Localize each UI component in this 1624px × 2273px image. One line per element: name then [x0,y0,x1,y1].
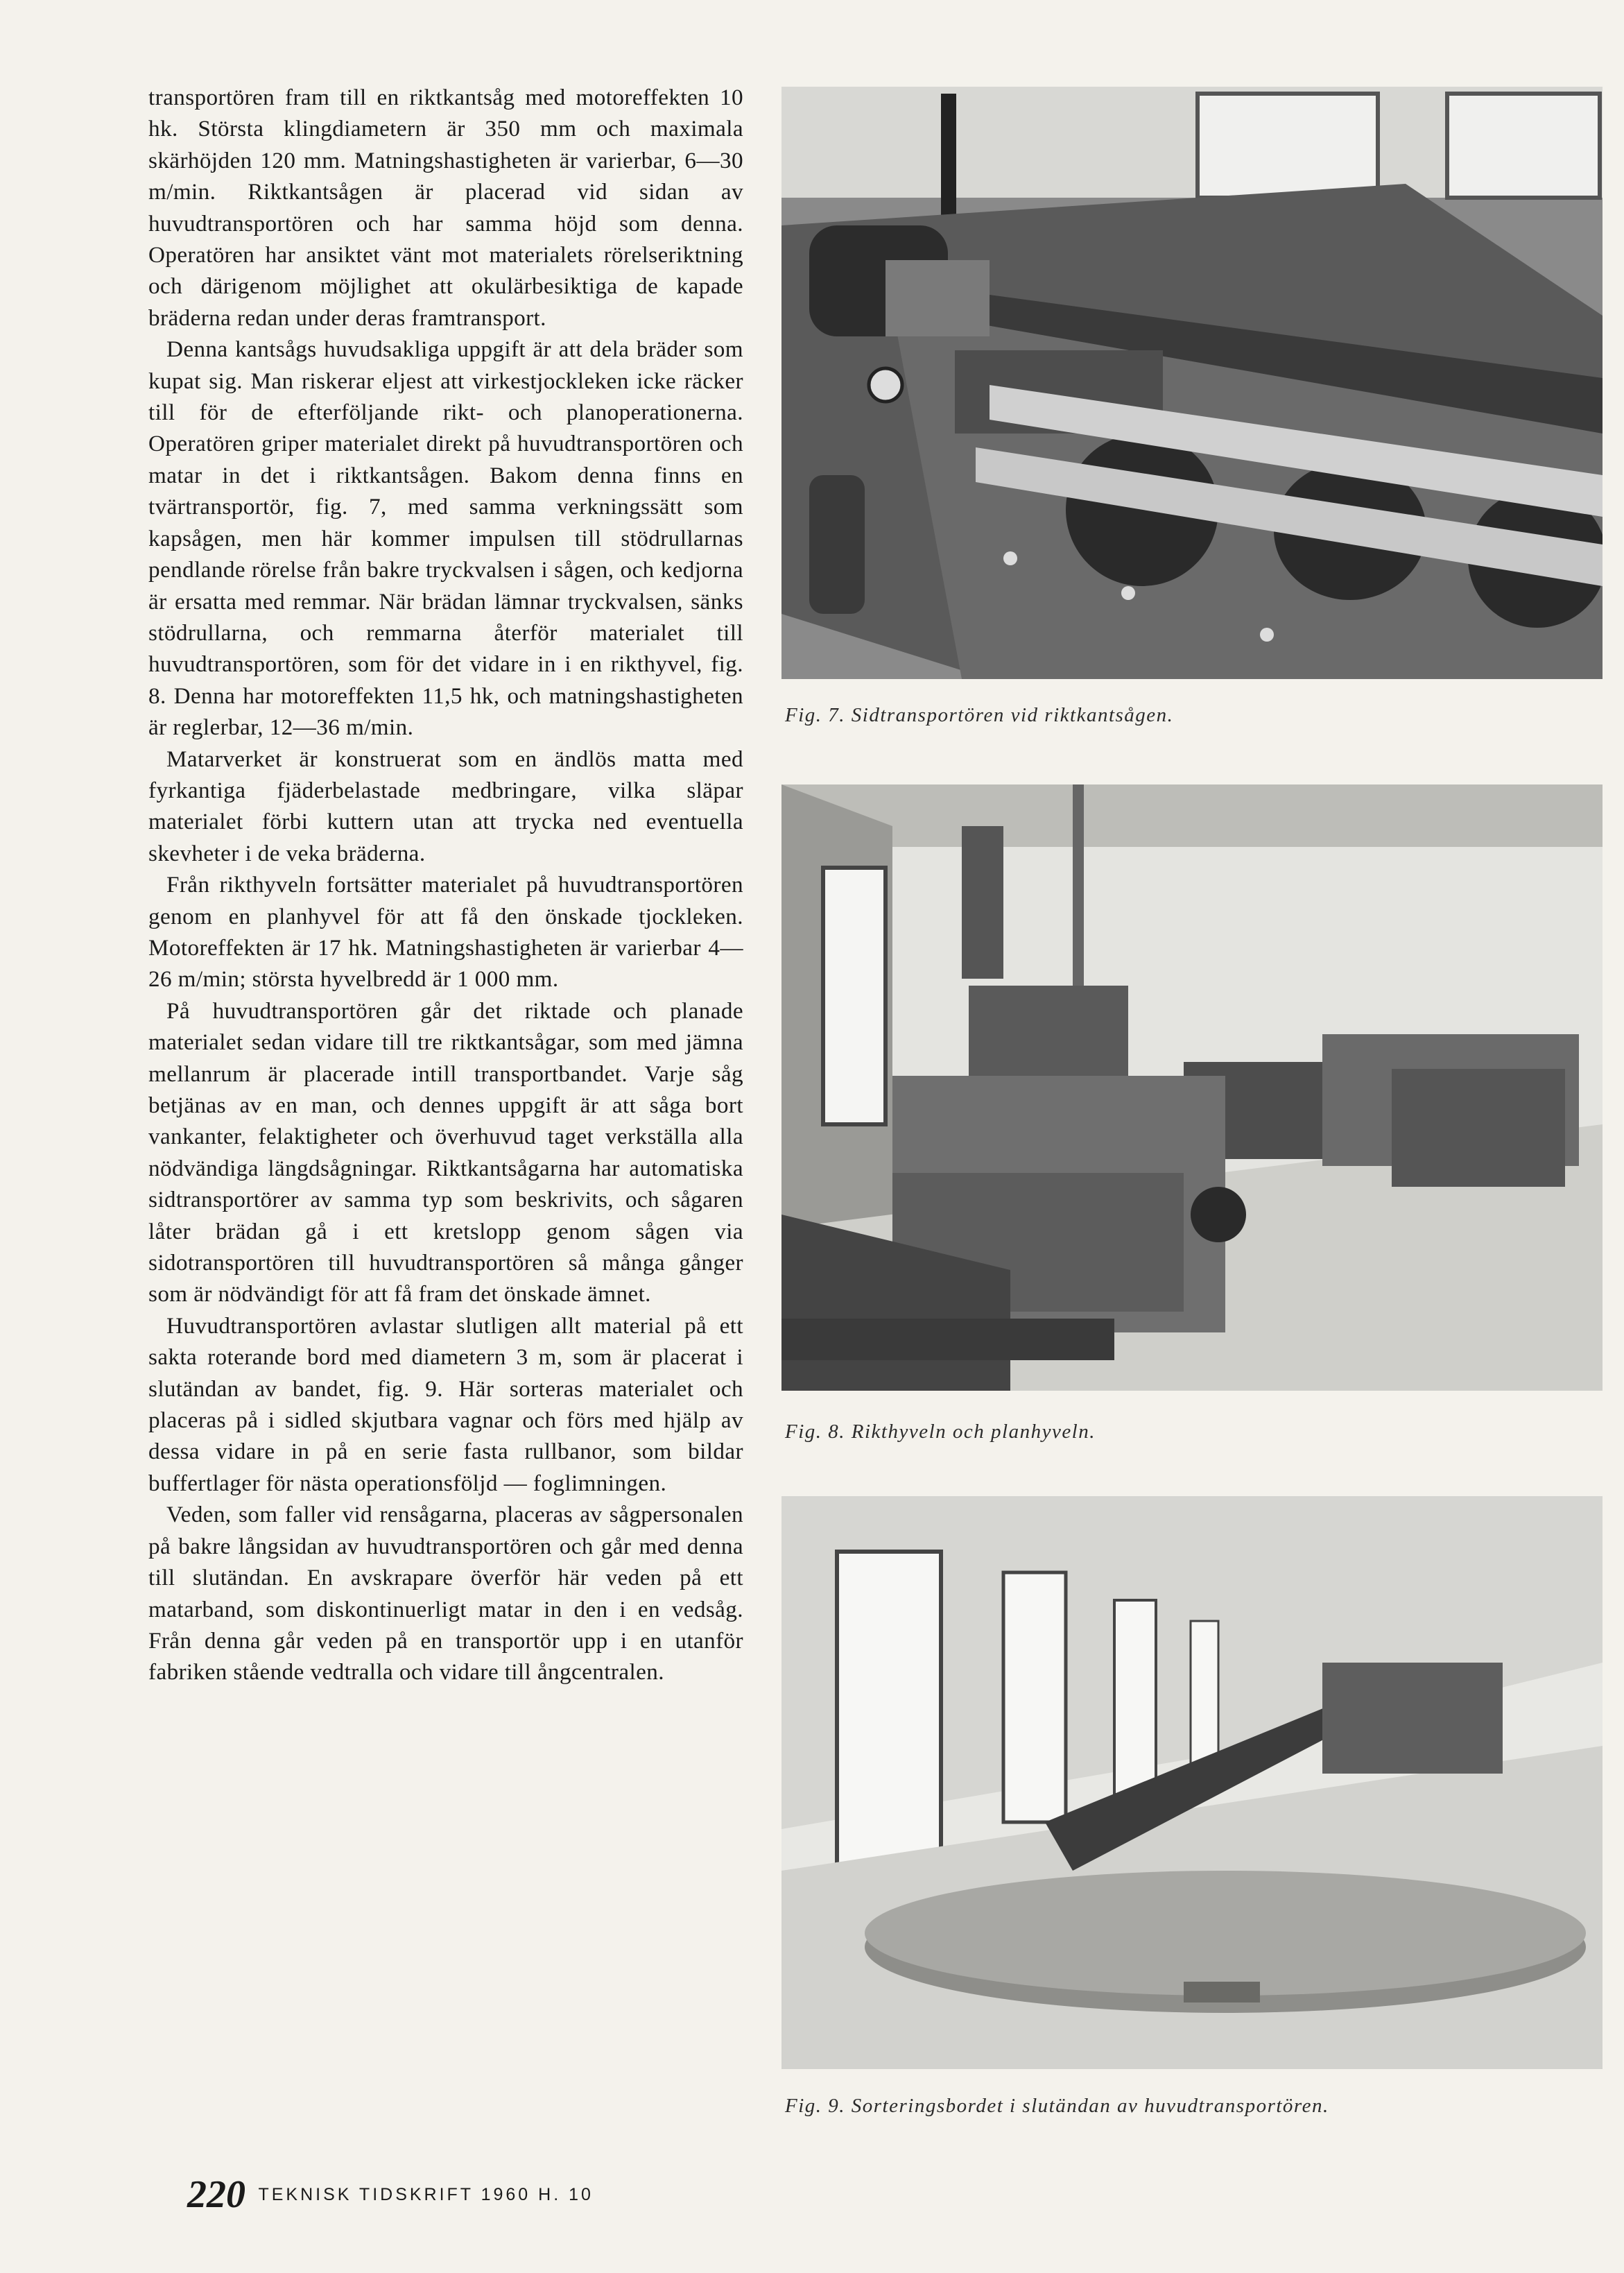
figure-8-photo [781,784,1603,1391]
paragraph: Veden, som faller vid rensågarna, placeras av sågpersonalen på bakre långsidan av huvudtransportören och går med denna till slutändan. En avskrapare överför här veden på ett matarband, som diskontinuerligt matar in den i en vedsåg. Från denna går veden på en transportör upp i en utanför fabriken stående vedtralla och vidare till ångcentralen. [148,1502,743,1686]
paragraph: På huvudtransportören går det riktade och planade materialet sedan vidare till tre riktkantsågar, som med jämna mellanrum är placerade intill transportbandet. Varje såg betjänas av en man, och dennes uppgift är att såga bort vankanter, felaktigheter och överhuvud taget verkställa alla nödvändiga längdsågningar. Riktkantsågarna har automatiska sidtransportörer av samma typ som beskrivits, och sågaren låter brädan gå i ett kretslopp genom sågen via sidotransportören till huvudtransportören så många gånger som är nödvändigt för att få fram det önskade ämnet. [148,997,743,1307]
figure-7-photo [781,87,1603,679]
paragraph: Matarverket är konstruerat som en ändlös matta med fyrkantiga fjäderbelastade medbringare, vilka släpar materialet förbi kuttern utan att trycka ned eventuella skevheter i de veka bräderna. [148,746,743,866]
figure-8-caption: Fig. 8. Rikthyveln och planhyveln. [785,1421,1096,1443]
paragraph: Denna kantsågs huvudsakliga uppgift är att dela bräder som kupat sig. Man riskerar eljest att virkestjockleken icke räcker till för de efterföljande rikt- och planoperationerna. Operatören griper materialet direkt på huvudtransportören och matar in det i riktkantsågen. Bakom denna finns en tvärtransportör, fig. 7, med samma verkningssätt som kapsågen, men här kommer impulsen till stödrullarnas pendlande rörelse från bakre tryckvalsen i sågen, och kedjorna är ersatta med remmar. När brädan lämnar tryckvalsen, sänks stödrullarna, och remmarna återför materialet till huvudtransportören, som för det vidare in i en rikthyvel, fig. 8. Denna har motoreffekten 11,5 hk, och matningshastigheten är reglerbar, 12—36 m/min. [148,336,743,741]
figure-9-photo [781,1496,1603,2069]
journal-name: TEKNISK TIDSKRIFT 1960 H. 10 [258,2184,594,2204]
page-number: 220 [187,2173,245,2216]
paragraph: Från rikthyveln fortsätter materialet på huvudtransportören genom en planhyvel för att få den önskade tjockleken. Motoreffekten är 17 hk. Matningshastigheten är varierbar 4—26 m/min; största hyvelbredd är 1 000 mm. [148,872,743,993]
page-footer [187,2172,594,2217]
paragraph: Huvudtransportören avlastar slutligen allt material på ett sakta roterande bord med diametern 3 m, som är placerat i slutändan av bandet, fig. 9. Här sorteras materialet och placeras på i sidled skjutbara vagnar och förs med hjälp av dessa vidare in på en serie fasta rullbanor, som bildar buffertlager för nästa operationsföljd — foglimningen. [148,1312,743,1496]
figure-7-caption: Fig. 7. Sidtransportören vid riktkantsågen. [785,704,1174,726]
paragraph: transportören fram till en riktkantsåg med motoreffekten 10 hk. Största klingdiametern är 350 mm och maximala skärhöjden 120 mm. Matningshastigheten är varierbar, 6—30 m/min. Riktkantsågen är placerad vid sidan av huvudtransportören och har samma höjd som denna. Operatören har ansiktet vänt mot materialets rörelseriktning och därigenom möjlighet att okulärbesiktiga de kapade bräderna redan under deras framtransport. [148,85,743,331]
body-text-column [148,82,743,1688]
figure-9-caption: Fig. 9. Sorteringsbordet i slutändan av huvudtransportören. [785,2095,1329,2117]
